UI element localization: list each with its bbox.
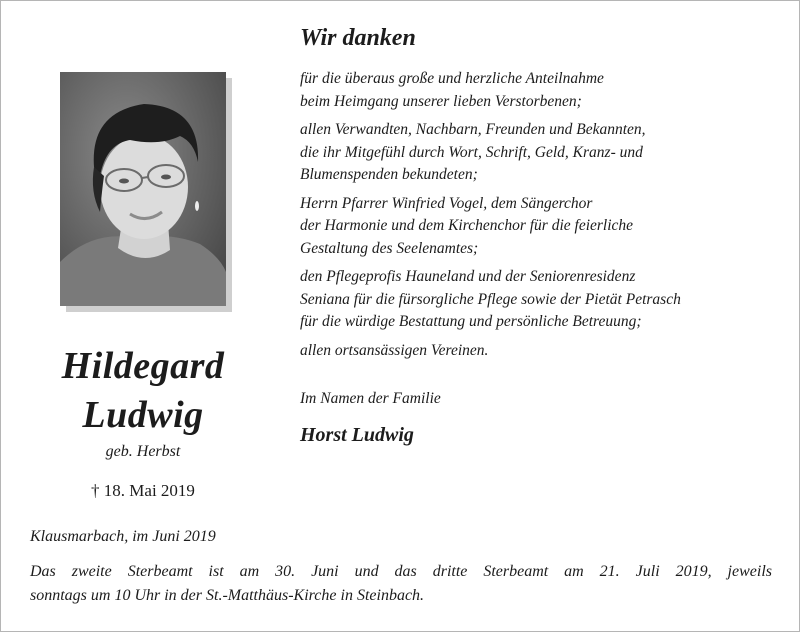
text-line: den Pflegeprofis Hauneland und der Seniorenresidenz	[300, 268, 636, 285]
notice-line: sonntags um 10 Uhr in der St.-Matthäus-Kirche in Steinbach.	[30, 587, 425, 604]
signature-intro: Im Namen der Familie	[300, 390, 441, 407]
deceased-last-name: Ludwig	[82, 394, 204, 436]
text-line: für die überaus große und herzliche Anteilnahme	[300, 70, 604, 87]
thanks-section	[300, 22, 780, 447]
text-line: der Harmonie und dem Kirchenchor für die feierliche	[300, 217, 634, 234]
deceased-first-name: Hildegard	[61, 345, 225, 387]
place-date: Klausmarbach, im Juni 2019	[30, 528, 216, 545]
portrait-photo	[60, 72, 226, 306]
text-line: Herrn Pfarrer Winfried Vogel, dem Sängerchor	[300, 194, 593, 212]
thanks-paragraph	[300, 119, 780, 187]
thanks-heading: Wir danken	[300, 25, 416, 51]
thanks-paragraph	[300, 266, 780, 334]
text-line: Gestaltung des Seelenamtes;	[300, 239, 479, 257]
thanks-paragraph	[300, 68, 780, 113]
text-line: die ihr Mitgefühl durch Wort, Schrift, Geld, Kranz- und	[300, 143, 643, 161]
death-date: † 18. Mai 2019	[91, 481, 195, 500]
thanks-paragraph	[300, 193, 780, 261]
thanks-paragraph	[300, 340, 780, 363]
notice-line: Das zweite Sterbeamt ist am 30. Juni und das dritte Sterbeamt am 21. Juli 2019, jeweils	[30, 563, 772, 580]
service-notice	[30, 560, 772, 608]
text-line: allen ortsansässigen Vereinen.	[300, 341, 489, 359]
text-line: für die würdige Bestattung und persönliche Betreuung;	[300, 313, 642, 330]
text-line: allen Verwandten, Nachbarn, Freunden und Bekannten,	[300, 121, 646, 138]
text-line: Blumenspenden bekundeten;	[300, 166, 478, 183]
birth-name: geb. Herbst	[105, 443, 181, 460]
text-line: Seniana für die fürsorgliche Pflege sowie der Pietät Petrasch	[300, 290, 681, 308]
signature-name: Horst Ludwig	[300, 424, 414, 446]
text-line: beim Heimgang unserer lieben Verstorbenen;	[300, 92, 582, 110]
